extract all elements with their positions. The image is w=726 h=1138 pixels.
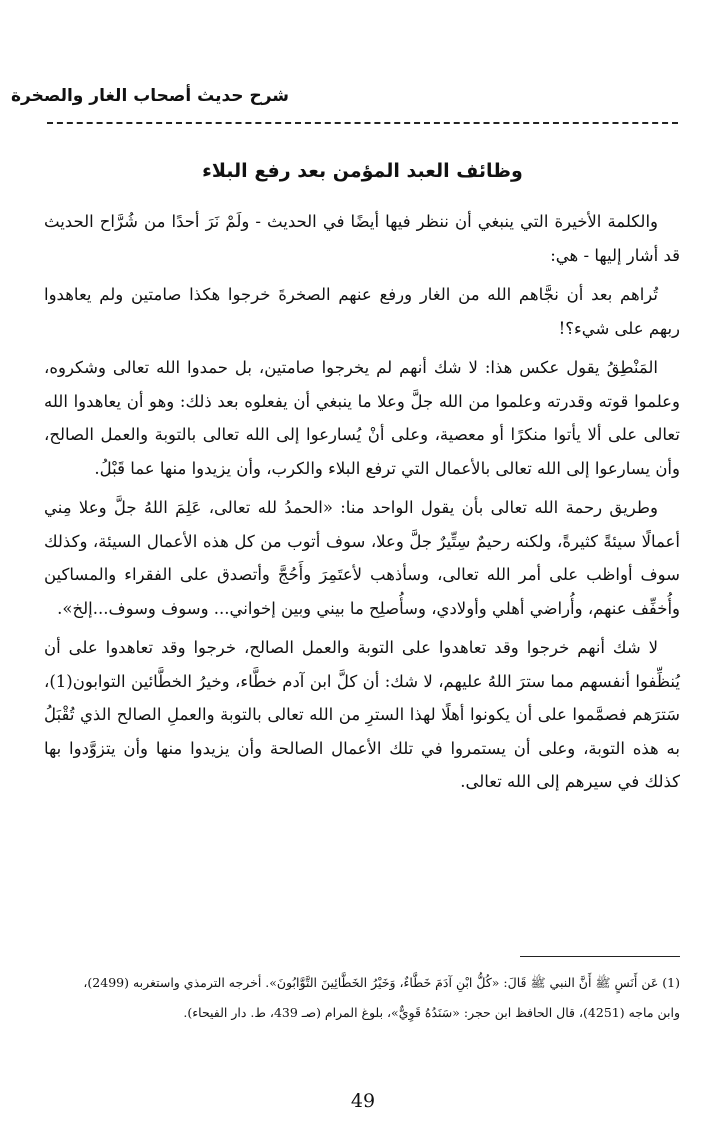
paragraph-3: المَنْطِقُ يقول عكس هذا: لا شك أنهم لم يخرجوا صامتين، بل حمدوا الله تعالى وشكروه، وعلموا قوته وقدرته وعلموا من الله جلَّ وعلا ما ينبغي أن يفعلوه بعد ذلك: وهو أن يعاهدوا الله تعالى على ألا يأتوا منكرًا أو معصية، وعلى أنْ يُسارعوا إلى الله تعالى بالتوبة والعمل الصالح، وأن يسارعوا إلى الله تعالى بالأعمال التي ترفع البلاء والكرب، وأن يزيدوا منها عما قَبْلُ. xyxy=(44,358,680,478)
footnotes xyxy=(44,968,680,1028)
page-number: 49 xyxy=(350,1090,376,1112)
footnote-line-2: وابن ماجه (4251)، قال الحافظ ابن حجر: «سَنَدُهُ قَوِيٌّ»، بلوغ المرام (صـ 439، ط. دار الفيحاء). xyxy=(183,1005,680,1020)
header-divider xyxy=(47,122,678,124)
paragraph-5: لا شك أنهم خرجوا وقد تعاهدوا على التوبة والعمل الصالح، خرجوا وقد تعاهدوا على أن يُنظِّفوا أنفسهم مما سترَ اللهُ عليهم، لا شك: أن كلَّ ابن آدم خطَّاء، وخيرُ الخطَّائين التوابون(1)، سَترَهم فصمَّموا على أن يكونوا أهلًا لهذا السترِ من الله تعالى بالتوبة والعملِ الصالح الذي تُقْبَلُ به هذه التوبة، وعلى أن يستمروا في تلك الأعمال الصالحة وأن يزيدوا منها وأن يتزوَّدوا بها كذلك في سيرهم إلى الله تعالى. xyxy=(44,638,680,791)
footnote-divider xyxy=(520,956,680,957)
running-header: شرح حديث أصحاب الغار والصخرة xyxy=(10,86,289,106)
paragraph-2: تُراهم بعد أن نجَّاهم الله من الغار ورفع عنهم الصخرةَ خرجوا هكذا صامتين ولم يعاهدوا ربهم على شيء؟! xyxy=(44,285,680,338)
section-title: وظائف العبد المؤمن بعد رفع البلاء xyxy=(202,160,523,182)
paragraph-4: وطريق رحمة الله تعالى بأن يقول الواحد منا: «الحمدُ لله تعالى، عَلِمَ اللهُ جلَّ وعلا مِني أعمالًا سيئةً كثيرةً، ولكنه رحيمٌ سِتِّيرٌ جلَّ وعلا، سوف أتوب من كل هذه الأعمال السيئة، وكذلك سوف أواظب على أمر الله تعالى، وسأذهب لأعتَمِرَ وأَحُجَّ وأتصدق على الفقراء والمساكين وأُخفِّف عنهم، وأُراضي أهلي وأولادي، وسأُصلِح ما بيني وبين إخواني... وسوف وسوف...إلخ». xyxy=(44,498,680,618)
body-text xyxy=(44,205,680,805)
paragraph-1: والكلمة الأخيرة التي ينبغي أن ننظر فيها أيضًا في الحديث - ولَمْ نَرَ أحدًا من شُرَّاح الحديث قد أشار إليها - هي: xyxy=(44,212,680,265)
footnote-line-1: (1) عَن أَنَسٍ ﷺ أَنَّ النبي ﷺ قَالَ: «كُلُّ ابْنِ آدَمَ خَطَّاءٌ، وَخَيْرُ الخَطَّائِينَ التَّوَّابُونَ». أخرجه الترمذي واستغربه (2499)، xyxy=(83,975,680,990)
